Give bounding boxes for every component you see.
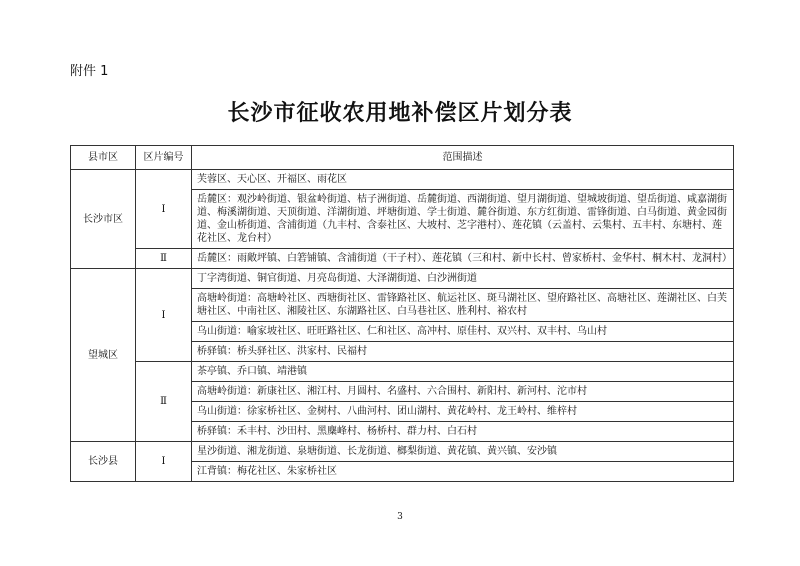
scope-description-cell: 岳麓区：雨敞坪镇、白箬铺镇、含浦街道（干子村）、莲花镇（三和村、新中长村、曾家桥村、金华村、桐木村、龙洞村） [192,249,734,269]
scope-description-cell: 乌山街道：喻家坡社区、旺旺路社区、仁和社区、高冲村、原佳村、双兴村、双丰村、乌山村 [192,322,734,342]
scope-description-cell: 乌山街道：徐家桥社区、金树村、八曲河村、团山湖村、黄花岭村、龙王岭村、维梓村 [192,402,734,422]
table-row [71,442,734,462]
zone-number-cell: Ⅰ [136,170,192,249]
scope-description-cell: 芙蓉区、天心区、开福区、雨花区 [192,170,734,190]
county-cell: 长沙市区 [71,170,136,269]
zone-number-cell: Ⅱ [136,362,192,442]
table-body [71,170,734,482]
table-row [71,249,734,269]
zone-number-cell: Ⅰ [136,442,192,482]
header-zone-number: 区片编号 [136,146,192,170]
scope-description-cell: 江背镇：梅花社区、朱家桥社区 [192,462,734,482]
table-row [71,269,734,289]
county-cell: 长沙县 [71,442,136,482]
scope-description-cell: 高塘岭街道：新康社区、湘江村、月圆村、名盛村、六合围村、新阳村、新河村、沱市村 [192,382,734,402]
scope-description-cell: 桥驿镇：禾丰村、沙田村、黑麋峰村、杨桥村、群力村、白石村 [192,422,734,442]
attachment-label: 附件 1 [70,64,109,79]
document-title: 长沙市征收农用地补偿区片划分表 [227,100,573,126]
header-county: 县市区 [71,146,136,170]
zone-number-cell: Ⅰ [136,269,192,362]
scope-description-cell: 茶亭镇、乔口镇、靖港镇 [192,362,734,382]
page-number: 3 [397,512,403,522]
scope-description-cell: 岳麓区：观沙岭街道、银盆岭街道、桔子洲街道、岳麓街道、西湖街道、望月湖街道、望城坡街道、望岳街道、咸嘉湖街道、梅溪湖街道、天顶街道、洋湖街道、坪塘街道、学士街道、麓谷街道、东方红街道、雷锋街道、白马街道、黄金园街道、金山桥街道、含浦街道（九丰村、含泰社区、大坡村、芝字港村）、莲花镇（云盖村、云集村、五丰村、东塘村、莲花社区、龙台村） [192,190,734,249]
table-row [71,170,734,190]
compensation-zone-table [70,145,734,482]
scope-description-cell: 丁字湾街道、铜官街道、月亮岛街道、大泽湖街道、白沙洲街道 [192,269,734,289]
header-scope-description: 范围描述 [192,146,734,170]
zone-number-cell: Ⅱ [136,249,192,269]
table-row [71,362,734,382]
scope-description-cell: 高塘岭街道：高塘岭社区、西塘街社区、雷锋路社区、航运社区、斑马湖社区、望府路社区、高塘社区、莲湖社区、白芙塘社区、中南社区、湘陵社区、东湖路社区、白马巷社区、胜利村、裕农村 [192,289,734,322]
table-header-row [71,146,734,170]
scope-description-cell: 桥驿镇：桥头驿社区、洪家村、民福村 [192,342,734,362]
county-cell: 望城区 [71,269,136,442]
scope-description-cell: 星沙街道、湘龙街道、泉塘街道、长龙街道、榔梨街道、黄花镇、黄兴镇、安沙镇 [192,442,734,462]
